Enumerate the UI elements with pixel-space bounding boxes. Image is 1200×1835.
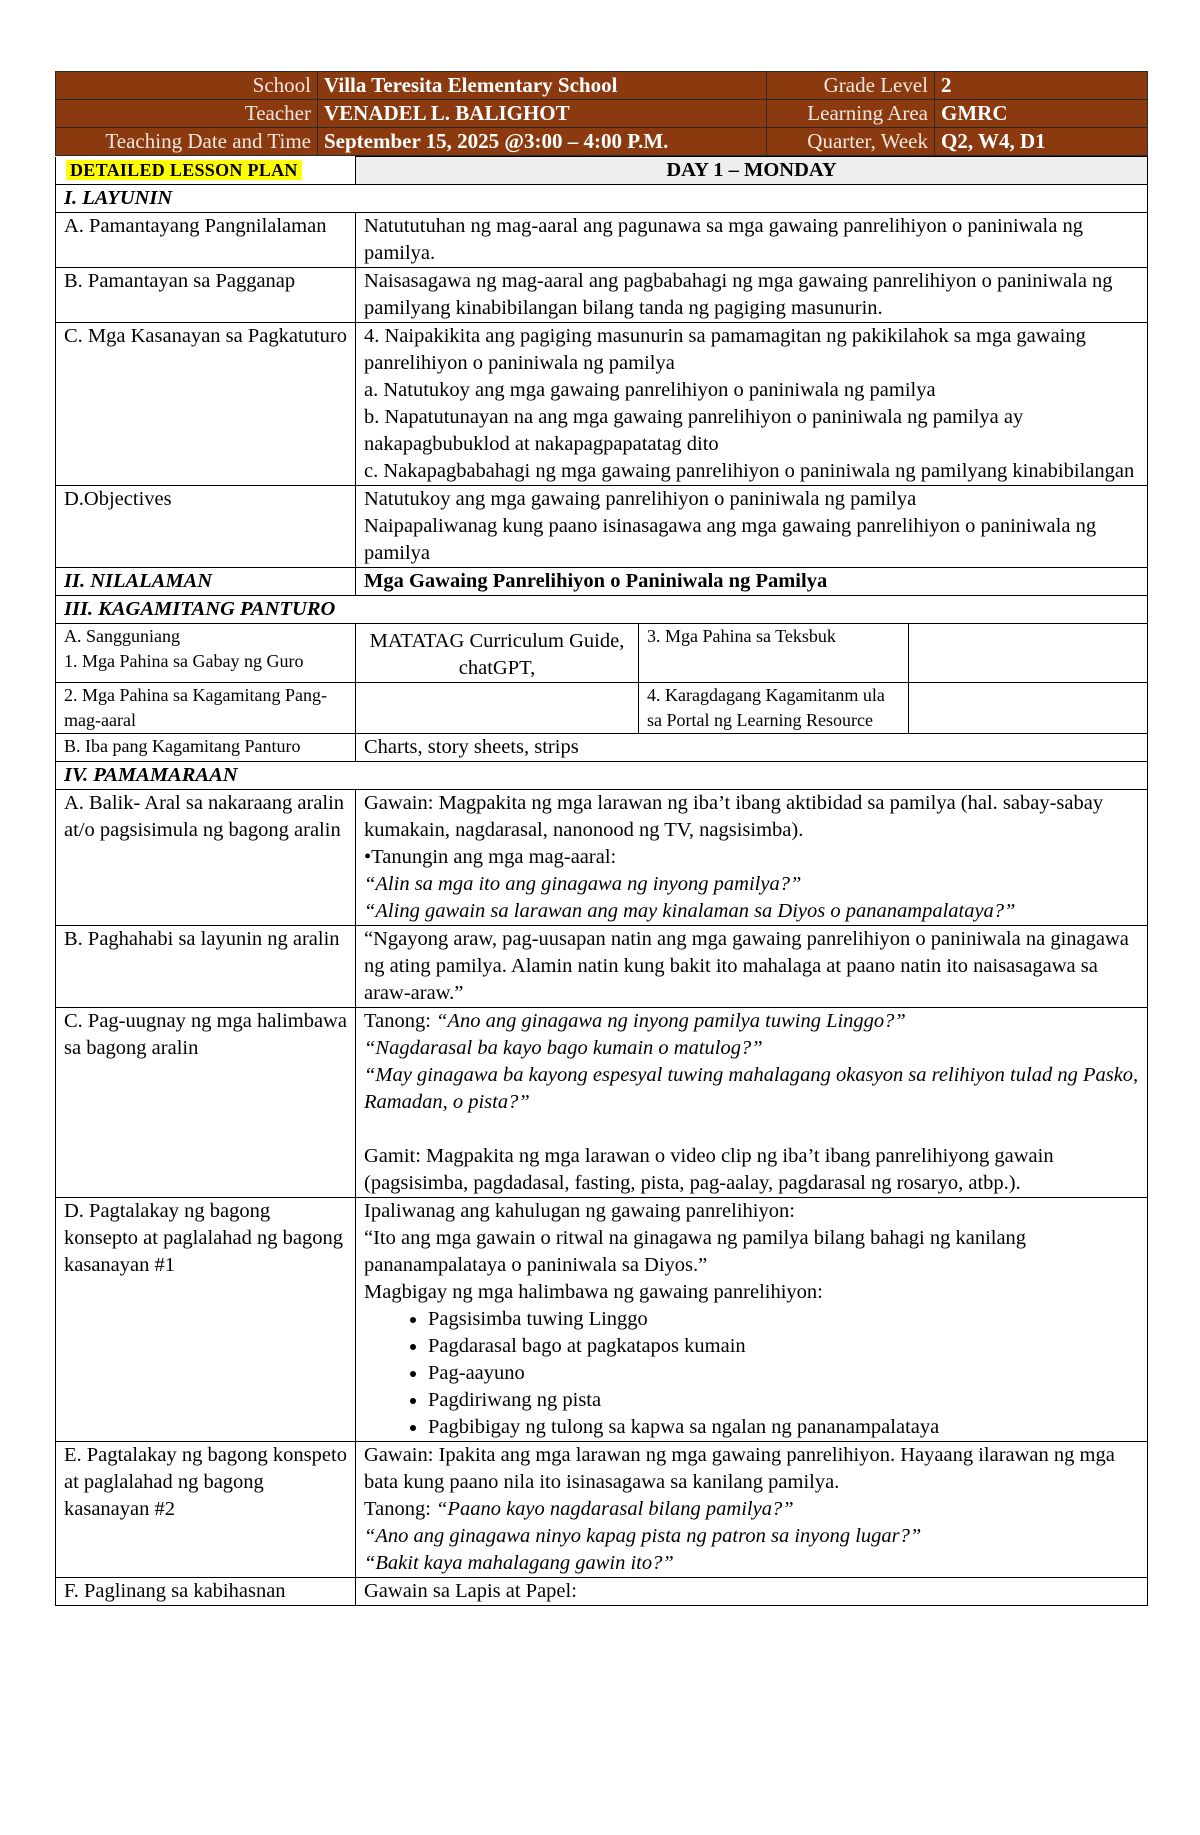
row-label: A. Pamantayang Pangnilalaman bbox=[56, 213, 356, 268]
question-text: “May ginagawa ba kayong espesyal tuwing mahalagang okasyon sa relihiyon tulad ng Pasko, Ramadan, o pista?” bbox=[364, 1064, 1139, 1113]
lesson-table bbox=[55, 156, 1148, 1606]
karagdagang-kagamitan-label: 4. Karagdagang Kagamitanm ula sa Portal ng Learning Resource bbox=[639, 683, 909, 734]
header-row-school bbox=[56, 72, 1148, 100]
tanong-prefix: Tanong: bbox=[364, 1498, 437, 1520]
row-label: E. Pagtalakay ng bagong konspeto at paglalahad ng bagong kasanayan #2 bbox=[56, 1442, 356, 1578]
grade-level-label: Grade Level bbox=[767, 72, 935, 100]
row-label: 2. Mga Pahina sa Kagamitang Pang-mag-aaral bbox=[56, 683, 356, 734]
row-content: Natututuhan ng mag-aaral ang pagunawa sa mga gawaing panrelihiyon o paniniwala ng pamilya. bbox=[356, 213, 1148, 268]
row-balik-aral bbox=[56, 790, 1148, 926]
header-table bbox=[55, 71, 1148, 156]
instruction-text: •Tanungin ang mga mag-aaral: bbox=[364, 846, 617, 868]
list-item: • Pagsisimba tuwing Linggo bbox=[428, 1306, 1139, 1333]
question-text: “Bakit kaya mahalagang gawin ito?” bbox=[364, 1552, 674, 1574]
list-item: Natutukoy ang mga gawaing panrelihiyon o paniniwala ng pamilya bbox=[364, 488, 917, 510]
row-content bbox=[356, 323, 1148, 486]
lesson-topic: Mga Gawaing Panrelihiyon o Paniniwala ng Pamilya bbox=[356, 568, 1148, 596]
learning-area-label: Learning Area bbox=[767, 100, 935, 128]
question-text: “Aling gawain sa larawan ang may kinalaman sa Diyos o pananampalataya?” bbox=[364, 900, 1016, 922]
row-paghahabi bbox=[56, 926, 1148, 1008]
lesson-plan-page bbox=[55, 71, 1148, 1606]
section-heading-pamamaraan: IV. PAMAMARAAN bbox=[56, 762, 1148, 790]
list-item: • Pagdarasal bago at pagkatapos kumain bbox=[428, 1333, 1139, 1360]
row-label: C. Pag-uugnay ng mga halimbawa sa bagong aralin bbox=[56, 1008, 356, 1198]
examples-list bbox=[364, 1306, 1139, 1441]
pang-mag-aaral-value bbox=[356, 683, 639, 734]
question-line bbox=[364, 1008, 1139, 1035]
teksbuk-label: 3. Mga Pahina sa Teksbuk bbox=[639, 624, 909, 683]
row-label: C. Mga Kasanayan sa Pagkatuturo bbox=[56, 323, 356, 486]
tanong-prefix: Tanong: bbox=[364, 1010, 437, 1032]
karagdagang-kagamitan-value bbox=[909, 683, 1148, 734]
school-label: School bbox=[56, 72, 318, 100]
day-heading: DAY 1 – MONDAY bbox=[356, 157, 1148, 185]
plan-title-cell bbox=[56, 157, 356, 185]
gamit-text: Gamit: Magpakita ng mga larawan o video clip ng iba’t ibang panrelihiyong gawain (pagsisimba, pagdadasal, fasting, pista, pag-aalay, pagdarasal ng rosaryo, atbp.). bbox=[364, 1145, 1054, 1194]
question-text: “Ano ang ginagawa ninyo kapag pista ng patron sa inyong lugar?” bbox=[364, 1525, 922, 1547]
instruction-text: Magbigay ng mga halimbawa ng gawaing panrelihiyon: bbox=[364, 1281, 823, 1303]
school-value: Villa Teresita Elementary School bbox=[318, 72, 767, 100]
grade-level-value: 2 bbox=[935, 72, 1148, 100]
activity-text: Gawain: Ipakita ang mga larawan ng mga gawaing panrelihiyon. Hayaang ilarawan ng mga bata kung paano nila ito isinasagawa sa kanilang pamilya. bbox=[364, 1444, 1115, 1493]
row-label: F. Paglinang sa kabihasnan bbox=[56, 1578, 356, 1606]
list-item: • Pagdiriwang ng pista bbox=[428, 1387, 1139, 1414]
row-content: Naisasagawa ng mag-aaral ang pagbabahagi ng mga gawaing panrelihiyon o paniniwala ng pamilyang kinabibilangan bilang tanda ng pagiging masunurin. bbox=[356, 268, 1148, 323]
question-text: “Ano ang ginagawa ng inyong pamilya tuwing Linggo?” bbox=[436, 1010, 906, 1032]
list-item: b. Napatutunayan na ang mga gawaing panrelihiyon o paniniwala ng pamilya ay nakapagbubuklod at nakapagpapatatag dito bbox=[364, 406, 1024, 455]
section-heading-nilalaman: II. NILALAMAN bbox=[56, 568, 356, 596]
row-label: B. Iba pang Kagamitang Panturo bbox=[56, 734, 356, 762]
teksbuk-value bbox=[909, 624, 1148, 683]
row-content: Gawain sa Lapis at Papel: bbox=[356, 1578, 1148, 1606]
question-text: “Alin sa mga ito ang ginagawa ng inyong pamilya?” bbox=[364, 873, 802, 895]
activity-text: Gawain: Magpakita ng mga larawan ng iba’t ibang aktibidad sa pamilya (hal. sabay-sabay kumakain, nagdarasal, nanonood ng TV, nagsisimba). bbox=[364, 792, 1104, 841]
row-label: D.Objectives bbox=[56, 486, 356, 568]
row-kagamitang-pang-mag-aaral bbox=[56, 683, 1148, 734]
question-line bbox=[364, 1496, 1139, 1523]
title-row bbox=[56, 157, 1148, 185]
definition-text: “Ito ang mga gawain o ritwal na ginagawa ng pamilya bilang bahagi ng kanilang pananampalataya o paniniwala sa Diyos.” bbox=[364, 1227, 1027, 1276]
row-label: B. Paghahabi sa layunin ng aralin bbox=[56, 926, 356, 1008]
teaching-date-value: September 15, 2025 @3:00 – 4:00 P.M. bbox=[318, 128, 767, 156]
gabay-guro-label: 1. Mga Pahina sa Gabay ng Guro bbox=[64, 651, 304, 671]
section-kagamitan bbox=[56, 596, 1148, 624]
list-item: • Pagbibigay ng tulong sa kapwa sa ngalan ng pananampalataya bbox=[428, 1414, 1139, 1441]
row-content bbox=[356, 486, 1148, 568]
teacher-value: VENADEL L. BALIGHOT bbox=[318, 100, 767, 128]
row-content: Charts, story sheets, strips bbox=[356, 734, 1148, 762]
instruction-text: Ipaliwanag ang kahulugan ng gawaing panrelihiyon: bbox=[364, 1200, 795, 1222]
plan-title: DETAILED LESSON PLAN bbox=[66, 160, 302, 180]
quarter-week-value: Q2, W4, D1 bbox=[935, 128, 1148, 156]
row-pamantayan-sa-pagganap bbox=[56, 268, 1148, 323]
row-kasanayan bbox=[56, 323, 1148, 486]
row-iba-pang-kagamitan bbox=[56, 734, 1148, 762]
section-nilalaman bbox=[56, 568, 1148, 596]
row-content: “Ngayong araw, pag-uusapan natin ang mga gawaing panrelihiyon o paniniwala na ginagawa ng ating pamilya. Alamin natin kung bakit ito mahalaga at paano natin ito naisasagawa sa araw-araw.” bbox=[356, 926, 1148, 1008]
question-text: “Nagdarasal ba kayo bago kumain o matulog?” bbox=[364, 1037, 763, 1059]
header-row-date bbox=[56, 128, 1148, 156]
row-label: A. Balik- Aral sa nakaraang aralin at/o pagsisimula ng bagong aralin bbox=[56, 790, 356, 926]
row-content bbox=[356, 1008, 1148, 1198]
list-item: • Pag-aayuno bbox=[428, 1360, 1139, 1387]
teaching-date-label: Teaching Date and Time bbox=[56, 128, 318, 156]
section-heading-kagamitan: III. KAGAMITANG PANTURO bbox=[56, 596, 1148, 624]
section-layunin bbox=[56, 185, 1148, 213]
row-sanggunian bbox=[56, 624, 1148, 683]
row-pamantayang-pangnilalaman bbox=[56, 213, 1148, 268]
row-pagtalakay-1 bbox=[56, 1198, 1148, 1442]
learning-area-value: GMRC bbox=[935, 100, 1148, 128]
list-item: c. Nakapagbabahagi ng mga gawaing panrelihiyon o paniniwala ng pamilyang kinabibilangan bbox=[364, 460, 1135, 482]
row-content bbox=[356, 1198, 1148, 1442]
question-text: “Paano kayo nagdarasal bilang pamilya?” bbox=[436, 1498, 794, 1520]
row-pagtalakay-2 bbox=[56, 1442, 1148, 1578]
list-item: a. Natutukoy ang mga gawaing panrelihiyon o paniniwala ng pamilya bbox=[364, 379, 936, 401]
header-row-teacher bbox=[56, 100, 1148, 128]
row-paglinang bbox=[56, 1578, 1148, 1606]
row-content bbox=[356, 790, 1148, 926]
list-item: Naipapaliwanag kung paano isinasagawa ang mga gawaing panrelihiyon o paniniwala ng pamilya bbox=[364, 515, 1097, 564]
section-heading-layunin: I. LAYUNIN bbox=[56, 185, 1148, 213]
list-item: 4. Naipakikita ang pagiging masunurin sa pamamagitan ng pakikilahok sa mga gawaing panrelihiyon o paniniwala ng pamilya bbox=[364, 325, 1086, 374]
row-label bbox=[56, 624, 356, 683]
row-content bbox=[356, 1442, 1148, 1578]
row-objectives bbox=[56, 486, 1148, 568]
row-label: D. Pagtalakay ng bagong konsepto at paglalahad ng bagong kasanayan #1 bbox=[56, 1198, 356, 1442]
sanggunian-label: A. Sangguniang bbox=[64, 626, 180, 646]
row-label: B. Pamantayan sa Pagganap bbox=[56, 268, 356, 323]
gabay-guro-value: MATATAG Curriculum Guide, chatGPT, bbox=[356, 624, 639, 683]
quarter-week-label: Quarter, Week bbox=[767, 128, 935, 156]
teacher-label: Teacher bbox=[56, 100, 318, 128]
row-pag-uugnay bbox=[56, 1008, 1148, 1198]
section-pamamaraan bbox=[56, 762, 1148, 790]
